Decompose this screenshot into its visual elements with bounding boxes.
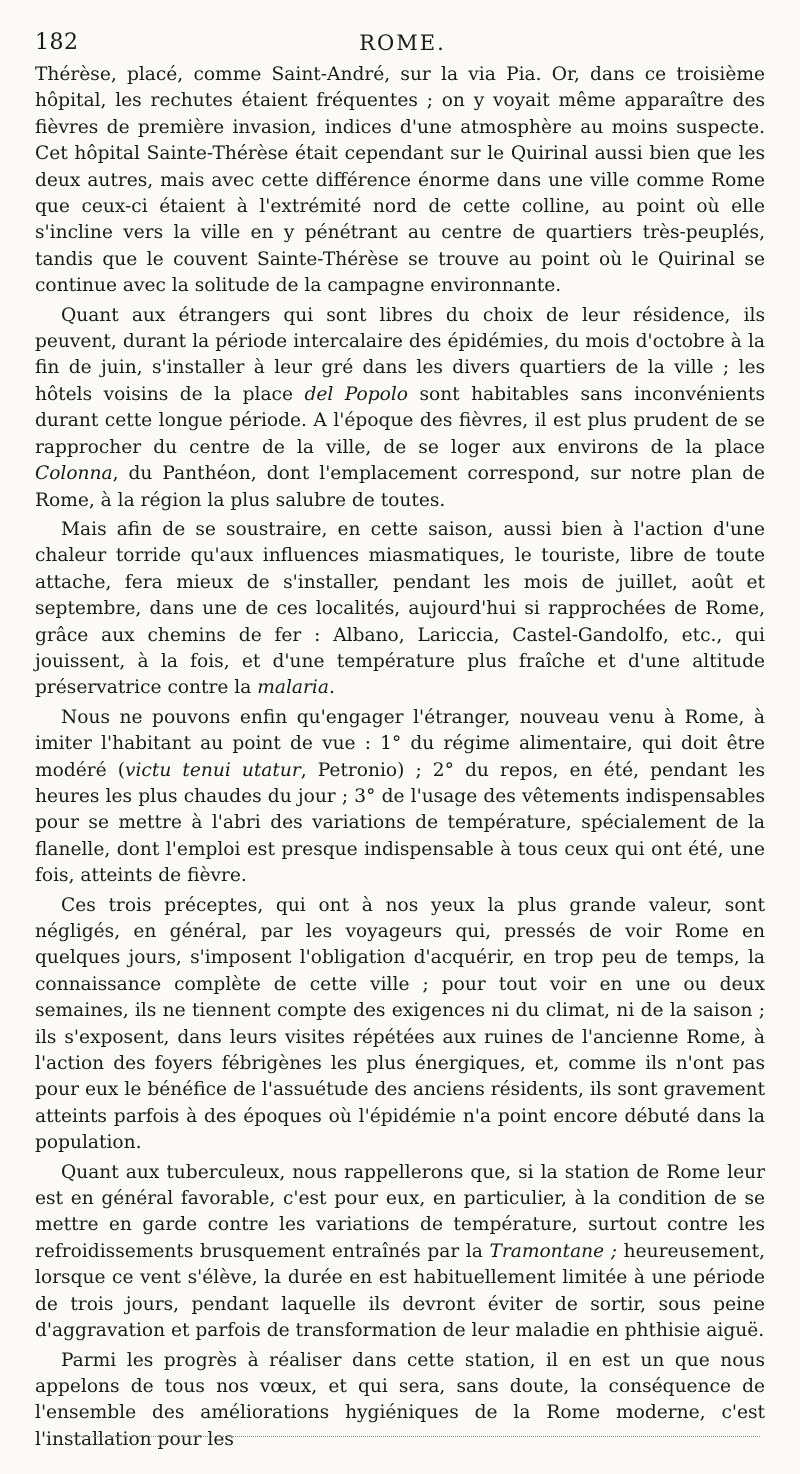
- bottom-rule: [70, 1436, 760, 1437]
- text-run: sont habitables sans inconvénients durant cette longue période. A l'époque des fièvres, il est plus prudent de se rapprocher du centre de la ville, de se loger aux environs de la place: [35, 383, 766, 458]
- paragraph: [35, 1348, 765, 1454]
- paragraph: [35, 303, 765, 514]
- paragraph: [35, 893, 765, 1157]
- text-run: Nous ne pouvons enfin qu'engager l'étranger, nouveau venu à Rome, à imiter l'habitant au point de vue : 1° du régime alimentaire, qui doit être modéré (: [35, 706, 765, 781]
- paragraph: [35, 62, 765, 300]
- text-run: heureusement, lorsque ce vent s'élève, la durée en est habituellement limitée à une période de trois jours, pendant laquelle ils devront éviter de sortir, sous peine d'aggravation et parfois de transformation de leur maladie en phthisie aiguë.: [35, 1240, 765, 1342]
- paragraph: [35, 705, 765, 890]
- text-run: , du Panthéon, dont l'emplacement correspond, sur notre plan de Rome, à la région la plus salubre de toutes.: [35, 463, 765, 511]
- running-title: ROME.: [359, 31, 446, 55]
- text-run: Mais afin de se soustraire, en cette saison, aussi bien à l'action d'une chaleur torride qu'aux influences miasmatiques, le touriste, libre de toute attache, fera mieux de s'installer, pendant les mois de juillet, août et septembre, dans une de ces localités, aujourd'hui si rapprochées de Rome, grâce aux chemins de fer : Albano, Lariccia, Castel-Gandolfo, etc., qui jouissent, à la fois, et d'une température plus fraîche et d'une altitude préservatrice contre la: [35, 518, 765, 699]
- italic-run: victu tenui utatur: [124, 759, 301, 781]
- italic-run: del Popolo: [304, 383, 408, 405]
- italic-run: Tramontane ;: [489, 1240, 618, 1262]
- paragraph: [35, 517, 765, 702]
- italic-run: Colonna: [35, 463, 113, 485]
- text-run: .: [328, 677, 335, 699]
- text-run: Ces trois préceptes, qui ont à nos yeux la plus grande valeur, sont négligés, en général, par les voyageurs qui, pressés de voir Rome en quelques jours, s'imposent l'obligation d'acquérir, en trop peu de temps, la connaissance complète de cette ville ; pour tout voir en une ou deux semaines, ils ne tiennent compte des exigences ni du climat, ni de la saison ; ils s'exposent, dans leurs visites répétées aux ruines de l'ancienne Rome, à l'action des foyers fébrigènes les plus énergiques, et, comme ils n'ont pas pour eux le bénéfice de l'assuétude des anciens résidents, ils sont gravement atteints parfois à des époques où l'épidémie n'a point encore débuté dans la population.: [35, 894, 765, 1154]
- body-text: [35, 62, 765, 1456]
- text-run: Parmi les progrès à réaliser dans cette station, il en est un que nous appelons de tous nos vœux, et qui sera, sans doute, la conséquence de l'ensemble des améliorations hygiéniques de la Rome moderne, c'est l'installation pour les: [35, 1349, 765, 1450]
- text-run: , Petronio) ; 2° du repos, en été, pendant les heures les plus chaudes du jour ; 3° de l'usage des vêtements indispensables pour se mettre à l'abri des variations de température, spécialement de la flanelle, dont l'emploi est presque indispensable à tous ceux qui ont été, une fois, atteints de fièvre.: [35, 759, 765, 887]
- text-run: Quant aux étrangers qui sont libres du choix de leur résidence, ils peuvent, durant la période intercalaire des épidémies, du mois d'octobre à la fin de juin, s'installer à leur gré dans les divers quartiers de la ville ; les hôtels voisins de la place: [35, 304, 765, 405]
- paragraph: [35, 1160, 765, 1345]
- italic-run: malaria: [257, 677, 329, 699]
- text-run: Quant aux tuberculeux, nous rappellerons que, si la station de Rome leur est en général favorable, c'est pour eux, en particulier, à la condition de se mettre en garde contre les variations de température, surtout contre les refroidissements brusquement entraînés par la: [35, 1161, 765, 1262]
- text-run: Thérèse, placé, comme Saint-André, sur la via Pia. Or, dans ce troisième hôpital, les rechutes étaient fréquentes ; on y voyait même apparaître des fièvres de première invasion, indices d'une atmosphère au moins suspecte. Cet hôpital Sainte-Thérèse était cependant sur le Quirinal aussi bien que les deux autres, mais avec cette différence énorme dans une ville comme Rome que ceux-ci étaient à l'extrémité nord de cette colline, au point où elle s'incline vers la ville en y pénétrant au centre de quartiers très-peuplés, tandis que le couvent Sainte-Thérèse se trouve au point où le Quirinal se continue avec la solitude de la campagne environnante.: [35, 64, 765, 297]
- page-header: [35, 28, 770, 62]
- page-number: 182: [35, 30, 79, 55]
